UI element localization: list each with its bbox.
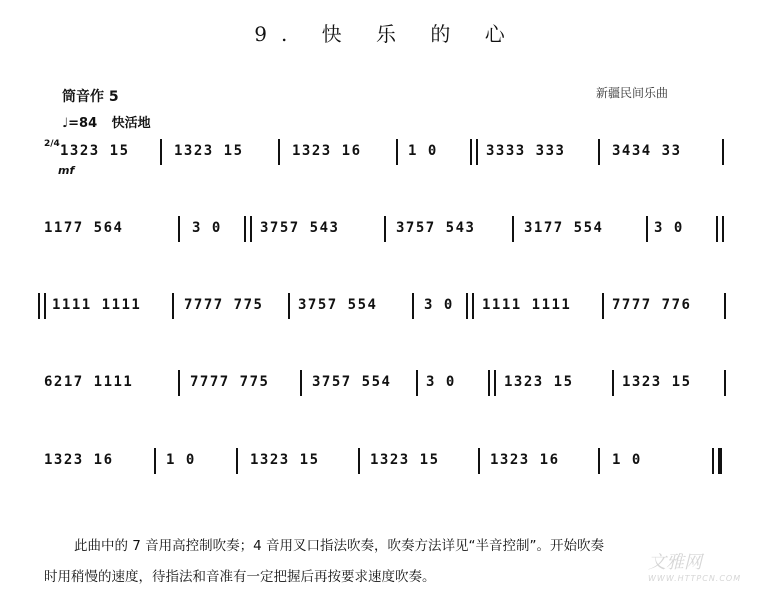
watermark-url: WWW.HTTPCN.COM bbox=[648, 574, 742, 583]
key-signature: 筒音作 5 bbox=[62, 89, 119, 105]
measure: 3 0 bbox=[654, 220, 684, 236]
repeat-barline bbox=[244, 216, 252, 242]
barline bbox=[412, 293, 414, 319]
repeat-barline bbox=[716, 216, 724, 242]
measure: 3 0 bbox=[424, 297, 454, 313]
measure: 1323 15 bbox=[60, 143, 130, 159]
tempo-value: ♩=84 bbox=[62, 116, 98, 131]
repeat-barline bbox=[488, 370, 496, 396]
measure: 1323 15 bbox=[174, 143, 244, 159]
barline bbox=[598, 139, 600, 165]
site-watermark bbox=[648, 548, 741, 583]
measure: 1177 564 bbox=[44, 220, 124, 236]
measure: 1 0 bbox=[166, 452, 196, 468]
measure: 7777 775 bbox=[190, 374, 270, 390]
barline bbox=[512, 216, 514, 242]
measure: 3333 333 bbox=[486, 143, 566, 159]
measure: 1323 15 bbox=[370, 452, 440, 468]
measure: 1323 16 bbox=[490, 452, 560, 468]
repeat-barline bbox=[38, 293, 46, 319]
barline bbox=[178, 370, 180, 396]
barline bbox=[646, 216, 648, 242]
score-row-2 bbox=[42, 220, 732, 260]
barline bbox=[236, 448, 238, 474]
measure: 1323 15 bbox=[504, 374, 574, 390]
measure: 3757 543 bbox=[260, 220, 340, 236]
performance-note-line-1: 此曲中的 7 音用高控制吹奏；4 音用叉口指法吹奏，吹奏方法详见“半音控制”。开始吹奏 bbox=[74, 538, 605, 554]
repeat-barline bbox=[470, 139, 478, 165]
piece-title: 9. 快 乐 的 心 bbox=[254, 22, 519, 46]
measure: 1323 15 bbox=[622, 374, 692, 390]
measure: 6217 1111 bbox=[44, 374, 134, 390]
measure: 3 0 bbox=[192, 220, 222, 236]
measure: 7777 776 bbox=[612, 297, 692, 313]
barline bbox=[712, 448, 714, 474]
measure: 1323 16 bbox=[44, 452, 114, 468]
time-signature: 2/4 bbox=[44, 139, 60, 149]
measure: 1323 15 bbox=[250, 452, 320, 468]
measure: 3434 33 bbox=[612, 143, 682, 159]
tempo-expression: 快活地 bbox=[111, 116, 151, 131]
barline bbox=[602, 293, 604, 319]
performance-note-line-2: 时用稍慢的速度，待指法和音准有一定把握后再按要求速度吹奏。 bbox=[44, 569, 436, 585]
measure: 3757 543 bbox=[396, 220, 476, 236]
barline bbox=[396, 139, 398, 165]
measure: 1323 16 bbox=[292, 143, 362, 159]
barline bbox=[278, 139, 280, 165]
measure: 1 0 bbox=[612, 452, 642, 468]
final-barline bbox=[718, 448, 722, 474]
measure: 3757 554 bbox=[298, 297, 378, 313]
measure: 1111 1111 bbox=[482, 297, 572, 313]
measure: 1 0 bbox=[408, 143, 438, 159]
barline bbox=[478, 448, 480, 474]
barline bbox=[172, 293, 174, 319]
barline bbox=[384, 216, 386, 242]
barline bbox=[416, 370, 418, 396]
measure: 1111 1111 bbox=[52, 297, 142, 313]
barline bbox=[160, 139, 162, 165]
source-credit: 新疆民间乐曲 bbox=[596, 86, 669, 100]
measure: 3757 554 bbox=[312, 374, 392, 390]
score-row-1 bbox=[42, 143, 732, 183]
barline bbox=[288, 293, 290, 319]
tempo-marking bbox=[62, 112, 151, 131]
barline bbox=[300, 370, 302, 396]
measure: 3 0 bbox=[426, 374, 456, 390]
score-row-4 bbox=[42, 374, 732, 414]
score-row-3 bbox=[42, 297, 732, 337]
barline bbox=[154, 448, 156, 474]
barline bbox=[598, 448, 600, 474]
watermark-logo-text: 文雅网 bbox=[648, 552, 702, 573]
dynamic-mark: mf bbox=[58, 164, 75, 177]
barline bbox=[724, 293, 726, 319]
barline bbox=[722, 139, 724, 165]
score-row-5 bbox=[42, 452, 732, 492]
barline bbox=[724, 370, 726, 396]
measure: 3177 554 bbox=[524, 220, 604, 236]
barline bbox=[358, 448, 360, 474]
barline bbox=[178, 216, 180, 242]
repeat-barline bbox=[466, 293, 474, 319]
measure: 7777 775 bbox=[184, 297, 264, 313]
barline bbox=[612, 370, 614, 396]
